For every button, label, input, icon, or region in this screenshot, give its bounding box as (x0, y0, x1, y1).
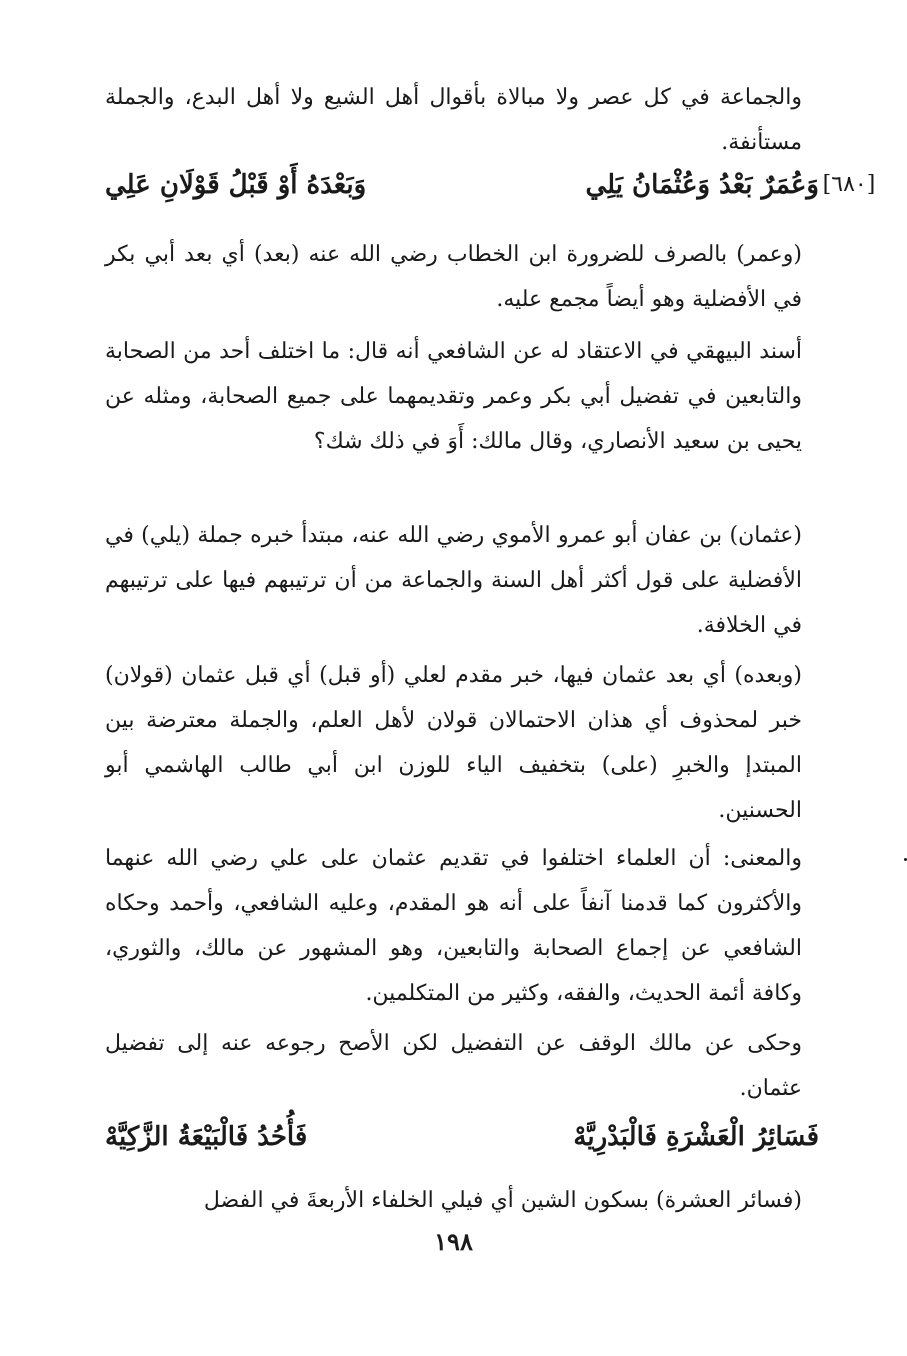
paragraph-intro: والجماعة في كل عصر ولا مبالاة بأقوال أهل الشيع ولا أهل البدع، والجملة مستأنفة. (105, 85, 802, 155)
verse-680-second-hemistich: وَبَعْدَهُ أَوْ قَبْلُ قَوْلَانِ عَلِي (105, 170, 367, 200)
verse-681 (105, 1112, 819, 1162)
paragraph-malik: وحكى عن مالك الوقف عن التفضيل لكن الأصح رجوعه عنه إلى تفضيل عثمان. (105, 1031, 802, 1101)
paragraph-ashara: (فسائر العشرة) بسكون الشين أي فيلي الخلفاء الأربعةَ في الفضل (203, 1188, 802, 1213)
verse-680 (105, 160, 819, 210)
verse-680-first-hemistich: وَعُمَرٌ بَعْدُ وَعُثْمَانُ يَلِي (585, 170, 819, 200)
paragraph-meaning: والمعنى: أن العلماء اختلفوا في تقديم عثمان على علي رضي الله عنهما والأكثرون كما قدمنا آنفاً على أنه هو المقدم، وعليه الشافعي، وأحمد وحكاه الشافعي عن إجماع الصحابة والتابعين، وهو المشهور عن مالك، والثوري، وكافة أئمة الحديث، والفقه، وكثير من المتكلمين. (105, 846, 802, 1006)
page-number: ١٩٨ (434, 1227, 473, 1256)
verse-number: [٦٨٠] (822, 172, 876, 197)
verse-681-first-hemistich: فَسَائِرُ الْعَشْرَةِ فَالْبَدْرِيَّهْ (573, 1122, 819, 1152)
paragraph-umar: (وعمر) بالصرف للضرورة ابن الخطاب رضي الله عنه (بعد) أي بعد أبي بكر في الأفضلية وهو أيضاً مجمع عليه. (105, 242, 802, 312)
paragraph-baadahu: (وبعده) أي بعد عثمان فيها، خبر مقدم لعلي (أو قبل) أي قبل عثمان (قولان) خبر لمحذوف أي هذان الاحتمالان قولان لأهل العلم، والجملة معترضة بين المبتدإ والخبرِ (على) بتخفيف الياء للوزن ابن أبي طالب الهاشمي أبو الحسنين. (105, 663, 802, 823)
paragraph-bayhaqi: أسند البيهقي في الاعتقاد له عن الشافعي أنه قال: ما اختلف أحد من الصحابة والتابعين في تفضيل أبي بكر وعمر وتقديمهما على جميع الصحابة، ومثله عن يحيى بن سعيد الأنصاري، وقال مالك: أَوَ في ذلك شك؟ (105, 339, 802, 454)
verse-681-second-hemistich: فَأُحُدُ فَالْبَيْعَةُ الزَّكِيَّهْ (105, 1122, 308, 1152)
paragraph-uthman: (عثمان) بن عفان أبو عمرو الأموي رضي الله عنه، مبتدأ خبره جملة (يلي) في الأفضلية على قول أكثر أهل السنة والجماعة من أن ترتيبهم فيها على ترتيبهم في الخلافة. (105, 523, 802, 638)
